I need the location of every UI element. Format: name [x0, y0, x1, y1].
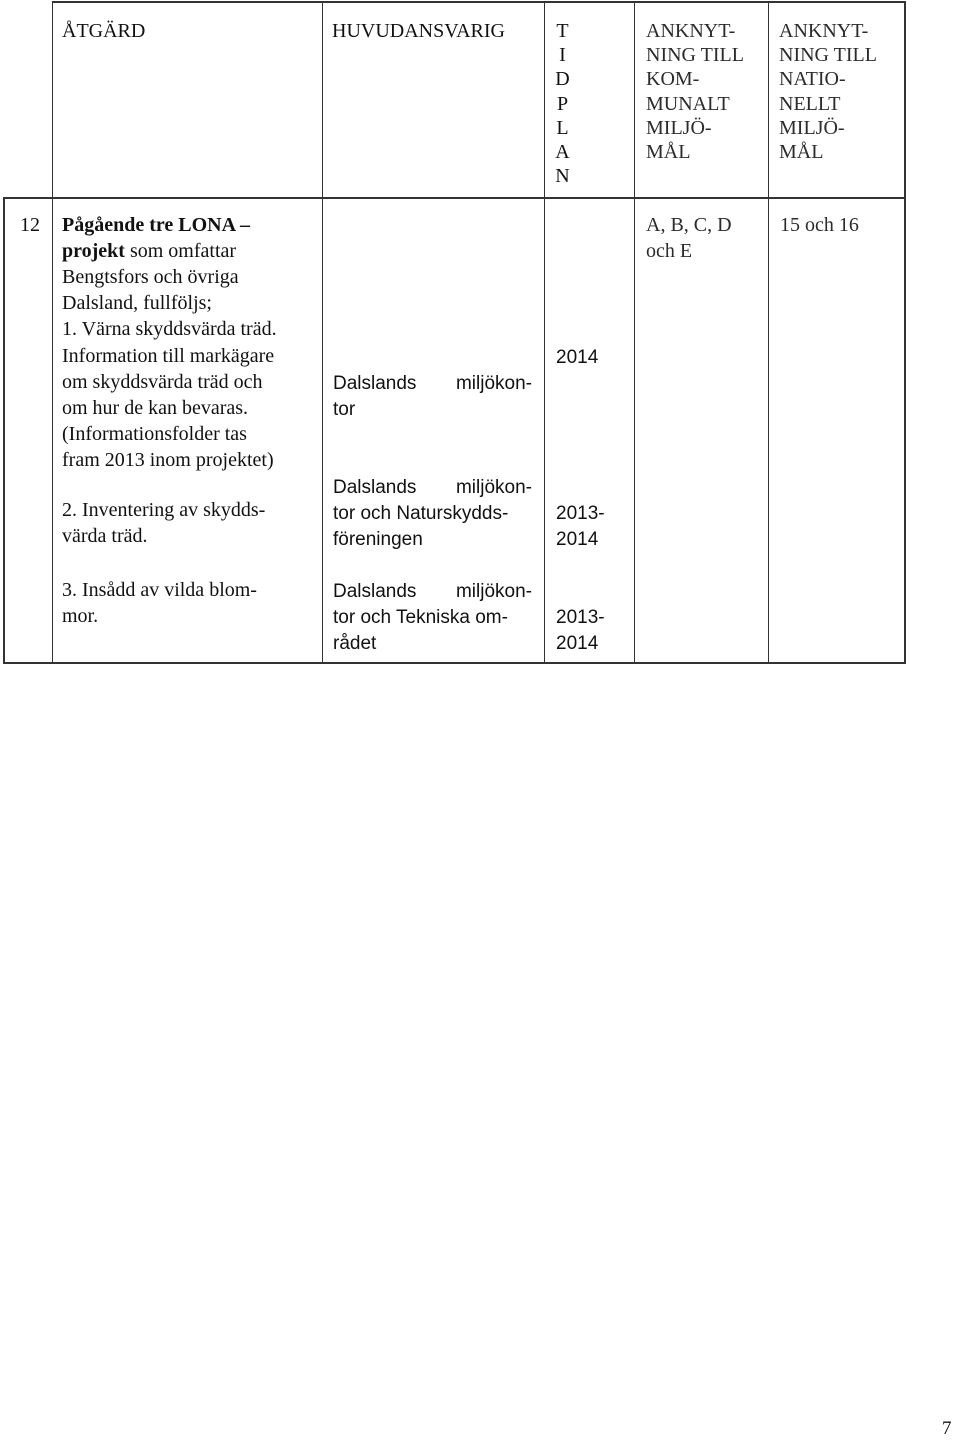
- header-tidplan: [545, 19, 580, 188]
- action-item-2-line: värda träd.: [62, 525, 148, 548]
- col-divider-1: [52, 1, 53, 664]
- header-kommunalt-line: MILJÖ-: [646, 116, 712, 139]
- header-nationellt-line: ANKNYT-: [779, 20, 869, 42]
- responsible-3-line2: tor och Tekniska om-: [333, 607, 508, 629]
- page-number: 7: [942, 1418, 952, 1439]
- responsible-2-word: miljökon-: [455, 477, 532, 498]
- action-description: [62, 264, 277, 474]
- action-item-2-line: 2. Inventering av skydds-: [62, 499, 266, 521]
- action-desc-line: Bengtsfors och övriga: [62, 266, 239, 288]
- responsible-3-word: miljökon-: [455, 581, 532, 602]
- header-atgard: ÅTGÄRD: [62, 20, 146, 42]
- header-tidplan-letter: N: [555, 165, 570, 188]
- timeline-2-line: 2013-: [556, 503, 605, 524]
- responsible-2: [333, 475, 532, 554]
- action-desc-line: om hur de kan bevaras.: [62, 397, 249, 420]
- action-desc-line: Information till markägare: [62, 344, 275, 367]
- header-tidplan-letter: A: [555, 141, 570, 164]
- action-title: [62, 212, 250, 238]
- header-kommunalt-line: MUNALT: [646, 92, 730, 115]
- nationellt-goals: 15 och 16: [780, 214, 859, 236]
- timeline-3-line: 2013-: [556, 607, 605, 628]
- header-nationellt-line: NELLT: [779, 92, 841, 115]
- action-item-3-line: 3. Insådd av vilda blom-: [62, 579, 257, 601]
- action-title-rest: som omfattar: [124, 240, 237, 262]
- timeline-2: [556, 501, 605, 553]
- action-item-3-line: mor.: [62, 605, 99, 628]
- timeline-3-line: 2014: [556, 633, 599, 655]
- responsible-1-word: Dalslands: [333, 373, 417, 394]
- header-kommunalt-line: KOM-: [646, 68, 700, 91]
- responsible-2-word: Dalslands: [333, 477, 417, 498]
- col-divider-2: [322, 1, 323, 664]
- table-border-left: [3, 197, 5, 664]
- header-nationellt-line: NING TILL: [779, 44, 877, 67]
- action-desc-line: fram 2013 inom projektet): [62, 449, 274, 472]
- header-nationellt-line: NATIO-: [779, 68, 846, 91]
- header-kommunalt-line: MÅL: [646, 141, 691, 164]
- responsible-2-line1: [333, 475, 532, 501]
- kommunalt-goals: [646, 212, 732, 264]
- table-border-top: [52, 1, 905, 3]
- header-nationellt: [779, 19, 877, 164]
- action-desc-line: om skyddsvärda träd och: [62, 370, 263, 393]
- table-border-right: [904, 1, 906, 664]
- header-tidplan-letter: P: [556, 92, 569, 115]
- responsible-1-line1: [333, 371, 532, 397]
- table-border-bottom: [3, 662, 905, 664]
- row-number: 12: [20, 214, 40, 236]
- timeline-2-line: 2014: [556, 529, 599, 551]
- responsible-1-word: miljökon-: [455, 373, 532, 394]
- header-kommunalt-line: ANKNYT-: [646, 20, 736, 42]
- kommunalt-goals-line: och E: [646, 240, 693, 263]
- responsible-3-word: Dalslands: [333, 581, 417, 602]
- action-title-bold: Pågående tre LONA –: [62, 214, 250, 236]
- header-tidplan-letter: D: [555, 68, 570, 91]
- table-border-header-bottom: [3, 197, 905, 199]
- responsible-3: [333, 579, 532, 658]
- responsible-2-line3: föreningen: [333, 529, 423, 551]
- header-kommunalt-line: NING TILL: [646, 44, 744, 67]
- action-desc-line: Dalsland, fullföljs;: [62, 292, 212, 315]
- responsible-1-line2: tor: [333, 399, 356, 421]
- responsible-3-line1: [333, 579, 532, 605]
- timeline-3: [556, 605, 605, 657]
- action-desc-line: (Informationsfolder tas: [62, 423, 247, 446]
- action-desc-line: 1. Värna skyddsvärda träd.: [62, 318, 277, 341]
- responsible-1: [333, 371, 532, 423]
- col-divider-5: [768, 1, 769, 664]
- header-tidplan-letter: L: [556, 116, 569, 139]
- header-nationellt-line: MÅL: [779, 141, 824, 164]
- header-kommunalt: [646, 19, 744, 164]
- responsible-2-line2: tor och Naturskydds-: [333, 503, 509, 525]
- responsible-3-line3: rådet: [333, 633, 377, 655]
- timeline-1: 2014: [556, 347, 599, 368]
- kommunalt-goals-line: A, B, C, D: [646, 214, 732, 236]
- action-item-2: [62, 497, 265, 549]
- header-tidplan-letter: T: [556, 20, 569, 42]
- action-item-3: [62, 577, 257, 629]
- header-nationellt-line: MILJÖ-: [779, 116, 845, 139]
- action-title-bold-projekt: projekt: [62, 240, 125, 262]
- header-huvudansvarig: HUVUDANSVARIG: [332, 20, 505, 42]
- action-title-line2: [62, 238, 236, 264]
- header-tidplan-letter: I: [559, 44, 566, 67]
- col-divider-4: [634, 1, 635, 664]
